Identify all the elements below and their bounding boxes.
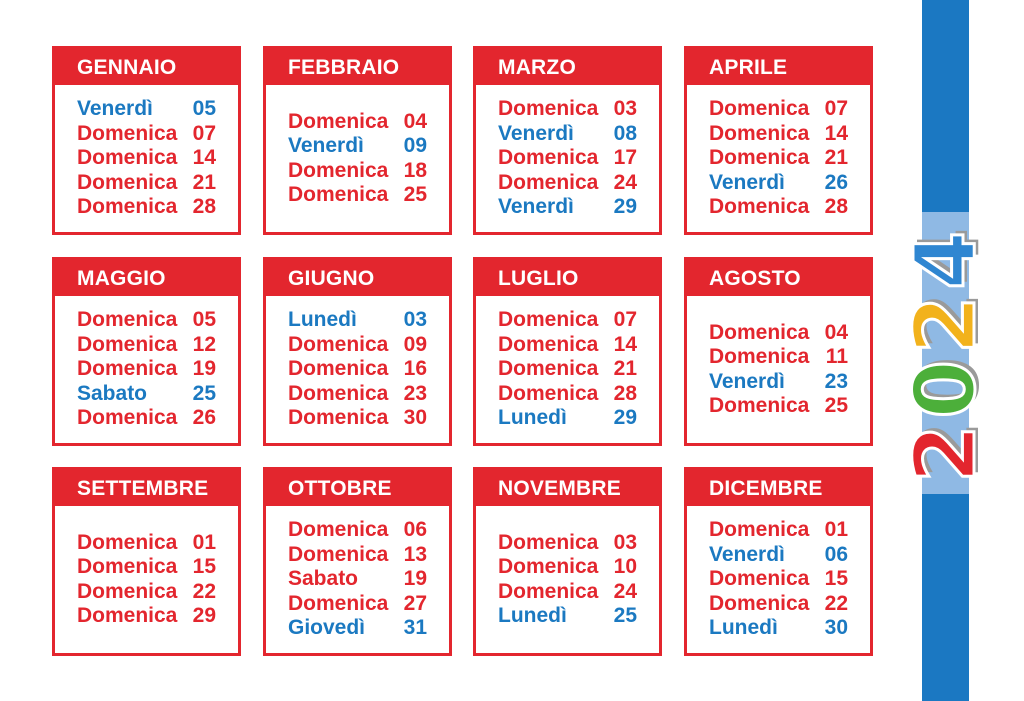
entry-day: Domenica <box>288 183 389 206</box>
entry-row <box>476 604 659 629</box>
entry-row <box>266 357 449 382</box>
entry-row <box>687 171 870 196</box>
entry-row <box>55 146 238 171</box>
month-entries <box>476 296 659 445</box>
entry-day: Lunedì <box>709 616 778 640</box>
entry-day: Sabato <box>77 381 148 405</box>
entry-date: 25 <box>824 394 848 417</box>
year-label <box>896 231 994 483</box>
entry-date: 14 <box>613 332 637 356</box>
month-entries <box>476 506 659 655</box>
entry-day: Venerdì <box>709 369 785 393</box>
entry-date: 10 <box>613 555 637 578</box>
month-title: OTTOBRE <box>266 470 449 506</box>
entry-day: Domenica <box>77 530 178 554</box>
month-title: LUGLIO <box>476 260 659 296</box>
entry-day: Venerdì <box>709 542 785 566</box>
entry-row <box>266 159 449 184</box>
entry-day: Venerdì <box>498 195 574 219</box>
entry-row <box>476 580 659 605</box>
year-digit: 0 <box>896 360 994 419</box>
entry-row <box>476 357 659 382</box>
entry-row <box>266 567 449 592</box>
month-title: DICEMBRE <box>687 470 870 506</box>
entry-date: 17 <box>613 146 637 170</box>
entry-day: Domenica <box>709 591 810 615</box>
entry-row <box>266 333 449 358</box>
entry-row <box>266 592 449 617</box>
entry-row <box>266 110 449 135</box>
entry-date: 19 <box>403 567 427 591</box>
entry-row <box>687 592 870 617</box>
entry-row <box>687 567 870 592</box>
month-title: FEBBRAIO <box>266 49 449 85</box>
entry-row <box>476 555 659 580</box>
month-card-settembre <box>52 467 241 656</box>
entry-day: Domenica <box>77 332 178 356</box>
entry-row <box>687 370 870 395</box>
entry-date: 07 <box>613 308 637 332</box>
month-entries <box>55 296 238 445</box>
entry-date: 31 <box>403 616 427 640</box>
entry-row <box>476 97 659 122</box>
entry-day: Domenica <box>77 555 178 578</box>
entry-date: 04 <box>824 320 848 344</box>
month-entries <box>55 506 238 655</box>
entry-date: 11 <box>825 345 848 368</box>
year-digit: 2 <box>896 424 994 483</box>
entry-date: 16 <box>403 357 427 381</box>
entry-row <box>687 394 870 419</box>
entry-row <box>55 308 238 333</box>
month-card-febbraio <box>263 46 452 235</box>
entry-date: 06 <box>824 542 848 566</box>
entry-day: Domenica <box>498 308 599 332</box>
entry-row <box>687 543 870 568</box>
entry-row <box>55 97 238 122</box>
entry-day: Domenica <box>498 555 599 578</box>
entry-row <box>266 134 449 159</box>
month-card-ottobre <box>263 467 452 656</box>
entry-date: 05 <box>192 97 216 121</box>
month-title: NOVEMBRE <box>476 470 659 506</box>
entry-day: Domenica <box>709 518 810 542</box>
entry-row <box>55 555 238 580</box>
entry-date: 04 <box>403 109 427 133</box>
entry-date: 28 <box>824 195 848 219</box>
entry-date: 23 <box>403 381 427 405</box>
entry-row <box>266 382 449 407</box>
entry-row <box>266 308 449 333</box>
entry-day: Domenica <box>288 542 389 566</box>
entry-date: 01 <box>824 518 848 542</box>
month-card-gennaio <box>52 46 241 235</box>
entry-row <box>55 333 238 358</box>
entry-day: Domenica <box>498 381 599 405</box>
entry-row <box>687 122 870 147</box>
entry-day: Domenica <box>288 158 389 182</box>
entry-date: 30 <box>824 616 848 640</box>
entry-date: 29 <box>613 195 637 219</box>
entry-row <box>687 321 870 346</box>
entry-day: Venerdì <box>498 121 574 145</box>
entry-row <box>266 183 449 208</box>
entry-date: 25 <box>192 381 216 405</box>
entry-day: Domenica <box>498 357 599 381</box>
entry-day: Domenica <box>709 394 810 417</box>
entry-row <box>687 345 870 370</box>
entry-day: Lunedì <box>498 604 567 627</box>
entry-date: 05 <box>192 308 216 332</box>
entry-day: Domenica <box>709 97 810 121</box>
entry-date: 15 <box>824 567 848 591</box>
year-digit: 2 <box>896 295 994 354</box>
entry-day: Domenica <box>498 146 599 170</box>
entry-row <box>476 333 659 358</box>
entry-date: 27 <box>403 591 427 615</box>
entry-day: Domenica <box>288 381 389 405</box>
month-entries <box>55 85 238 234</box>
month-entries <box>266 506 449 655</box>
month-card-giugno <box>263 257 452 446</box>
entry-date: 03 <box>613 97 637 121</box>
entry-day: Domenica <box>498 170 599 194</box>
entry-date: 09 <box>403 332 427 356</box>
entry-day: Domenica <box>77 170 178 194</box>
month-card-luglio <box>473 257 662 446</box>
month-title: GIUGNO <box>266 260 449 296</box>
entry-day: Domenica <box>288 518 389 542</box>
entry-row <box>266 406 449 431</box>
entry-day: Lunedì <box>498 406 567 430</box>
entry-row <box>476 308 659 333</box>
entry-row <box>476 122 659 147</box>
entry-day: Domenica <box>709 320 810 344</box>
entry-date: 28 <box>613 381 637 405</box>
entry-row <box>476 171 659 196</box>
entry-day: Venerdì <box>288 134 364 157</box>
entry-day: Domenica <box>288 591 389 615</box>
entry-date: 18 <box>403 158 427 182</box>
entry-day: Domenica <box>77 604 178 627</box>
entry-day: Domenica <box>288 332 389 356</box>
year-digit: 4 <box>896 231 994 290</box>
entry-date: 29 <box>613 406 637 430</box>
entry-row <box>266 616 449 641</box>
entry-date: 21 <box>613 357 637 381</box>
entry-day: Domenica <box>709 121 810 145</box>
entry-row <box>687 616 870 641</box>
entry-row <box>687 146 870 171</box>
entry-date: 01 <box>192 530 216 554</box>
entry-day: Domenica <box>498 530 599 554</box>
entry-date: 25 <box>403 183 427 206</box>
entry-row <box>55 604 238 629</box>
entry-date: 09 <box>403 134 427 157</box>
entry-row <box>476 146 659 171</box>
entry-date: 14 <box>192 146 216 170</box>
entry-day: Domenica <box>498 332 599 356</box>
entry-day: Domenica <box>77 308 178 332</box>
entry-date: 29 <box>192 604 216 627</box>
entry-row <box>476 382 659 407</box>
entry-date: 13 <box>403 542 427 566</box>
entry-row <box>55 195 238 220</box>
entry-day: Domenica <box>709 567 810 591</box>
month-title: MAGGIO <box>55 260 238 296</box>
entry-row <box>55 171 238 196</box>
entry-day: Sabato <box>288 567 359 591</box>
entry-day: Domenica <box>288 357 389 381</box>
entry-row <box>55 382 238 407</box>
month-title: AGOSTO <box>687 260 870 296</box>
entry-day: Venerdì <box>77 97 153 121</box>
entry-day: Domenica <box>498 97 599 121</box>
entry-row <box>55 580 238 605</box>
entry-date: 12 <box>192 332 216 356</box>
entry-row <box>266 518 449 543</box>
entry-date: 14 <box>824 121 848 145</box>
entry-date: 22 <box>192 579 216 603</box>
entry-date: 24 <box>613 170 637 194</box>
entry-day: Domenica <box>288 109 389 133</box>
entry-day: Domenica <box>709 345 810 368</box>
entry-row <box>266 543 449 568</box>
entry-day: Domenica <box>709 195 810 219</box>
entry-date: 07 <box>824 97 848 121</box>
entry-row <box>55 357 238 382</box>
entry-row <box>687 195 870 220</box>
month-entries <box>266 85 449 234</box>
month-entries <box>266 296 449 445</box>
entry-row <box>55 122 238 147</box>
entry-row <box>687 97 870 122</box>
entry-date: 03 <box>613 530 637 554</box>
entry-date: 24 <box>613 579 637 603</box>
entry-day: Venerdì <box>709 170 785 194</box>
entry-date: 23 <box>824 369 848 393</box>
month-entries <box>476 85 659 234</box>
entry-date: 08 <box>613 121 637 145</box>
entry-row <box>687 518 870 543</box>
month-card-novembre <box>473 467 662 656</box>
month-entries <box>687 296 870 445</box>
entry-date: 03 <box>403 308 427 332</box>
entry-date: 26 <box>824 170 848 194</box>
entry-row <box>476 406 659 431</box>
entry-date: 15 <box>192 555 216 578</box>
entry-date: 19 <box>192 357 216 381</box>
entry-date: 30 <box>403 406 427 430</box>
month-card-marzo <box>473 46 662 235</box>
month-card-aprile <box>684 46 873 235</box>
entry-date: 26 <box>192 406 216 430</box>
month-title: APRILE <box>687 49 870 85</box>
entry-day: Domenica <box>709 146 810 170</box>
entry-day: Domenica <box>288 406 389 430</box>
entry-date: 28 <box>192 195 216 219</box>
month-title: MARZO <box>476 49 659 85</box>
entry-day: Domenica <box>498 579 599 603</box>
entry-row <box>476 531 659 556</box>
entry-date: 07 <box>192 121 216 145</box>
month-title: SETTEMBRE <box>55 470 238 506</box>
month-card-maggio <box>52 257 241 446</box>
entry-date: 21 <box>192 170 216 194</box>
entry-day: Domenica <box>77 357 178 381</box>
entry-day: Domenica <box>77 146 178 170</box>
month-title: GENNAIO <box>55 49 238 85</box>
entry-date: 06 <box>403 518 427 542</box>
entry-date: 21 <box>824 146 848 170</box>
entry-day: Domenica <box>77 121 178 145</box>
entry-date: 22 <box>824 591 848 615</box>
entry-row <box>476 195 659 220</box>
entry-row <box>55 531 238 556</box>
month-entries <box>687 506 870 655</box>
month-card-agosto <box>684 257 873 446</box>
month-entries <box>687 85 870 234</box>
entry-day: Lunedì <box>288 308 357 332</box>
entry-date: 25 <box>613 604 637 627</box>
entry-day: Domenica <box>77 195 178 219</box>
entry-day: Giovedì <box>288 616 366 640</box>
entry-day: Domenica <box>77 406 178 430</box>
month-card-dicembre <box>684 467 873 656</box>
entry-row <box>55 406 238 431</box>
entry-day: Domenica <box>77 579 178 603</box>
